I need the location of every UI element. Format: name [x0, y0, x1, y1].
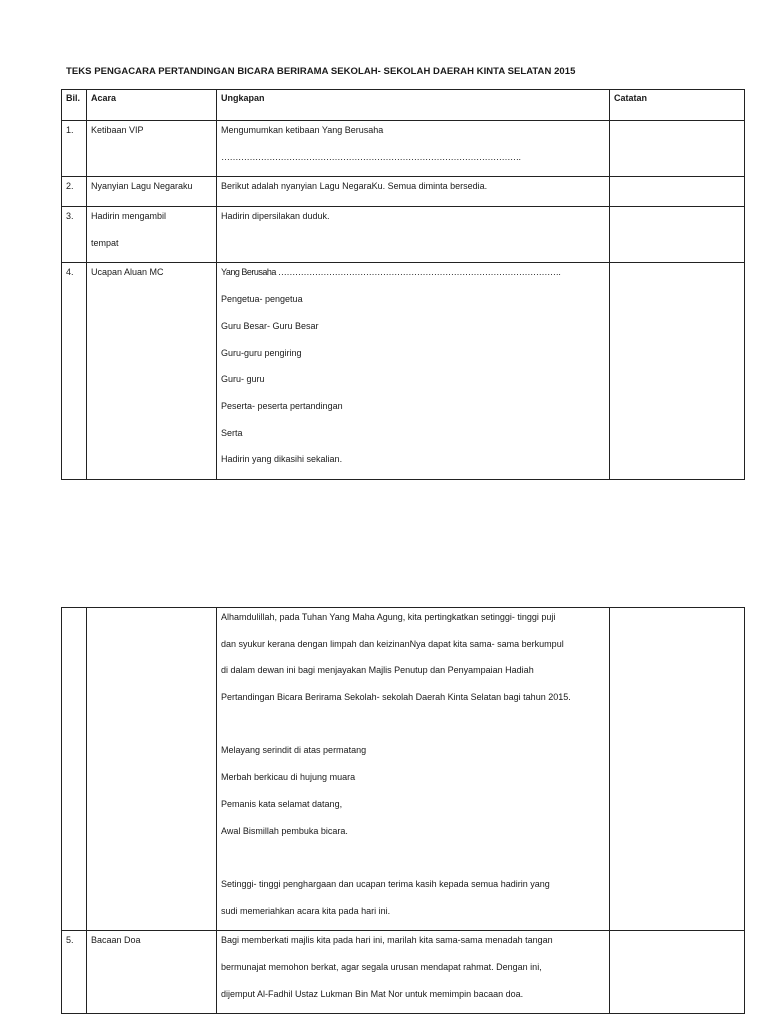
- row-number: 5.: [66, 935, 74, 946]
- event-name: Hadirin mengambil: [91, 211, 167, 222]
- table-header-row: [62, 90, 745, 121]
- event-name: Ketibaan VIP: [91, 125, 144, 135]
- table-row: [62, 608, 745, 931]
- cell-acara: [87, 263, 217, 480]
- cell-acara: [87, 931, 217, 1014]
- program-table: [61, 89, 745, 480]
- table-row: [62, 177, 745, 207]
- script-line: dan syukur kerana dengan limpah dan keizinanNya dapat kita sama- sama berkumpul: [221, 638, 564, 649]
- pantun-line: Merbah berkicau di hujung muara: [221, 772, 356, 783]
- script-line: bermunajat memohon berkat, agar segala urusan mendapat rahmat. Dengan ini,: [221, 961, 542, 972]
- script-line: Bagi memberkati majlis kita pada hari ini, marilah kita sama-sama menadah tangan: [221, 935, 553, 946]
- cell-ungkapan: [217, 608, 610, 931]
- script-line: Pengetua- pengetua: [221, 294, 303, 305]
- cell-ungkapan: [217, 263, 610, 480]
- cell-bil: [62, 931, 87, 1014]
- cell-acara: [87, 608, 217, 931]
- script-line: Setinggi- tinggi penghargaan dan ucapan terima kasih kepada semua hadirin yang: [221, 878, 550, 889]
- script-line: Guru-guru pengiring: [221, 347, 302, 358]
- cell-catatan: [610, 207, 745, 263]
- pantun-line: Melayang serindit di atas permatang: [221, 745, 367, 756]
- cell-catatan: [610, 263, 745, 480]
- header-ungkapan: Ungkapan: [217, 90, 610, 121]
- row-number: 2.: [66, 181, 74, 192]
- row-number: 4.: [66, 267, 74, 278]
- cell-acara: [87, 177, 217, 207]
- script-line: di dalam dewan ini bagi menjayakan Majlis Penutup dan Penyampaian Hadiah: [221, 665, 534, 676]
- script-line: Peserta- peserta pertandingan: [221, 400, 343, 411]
- header-bil: Bil.: [62, 90, 87, 121]
- event-name: Bacaan Doa: [91, 935, 141, 946]
- blank-line: [221, 717, 605, 744]
- script-line: Mengumumkan ketibaan Yang Berusaha: [221, 125, 384, 135]
- cell-bil: [62, 207, 87, 263]
- script-line: Pertandingan Bicara Berirama Sekolah- sekolah Daerah Kinta Selatan bagi tahun 2015.: [221, 692, 571, 703]
- cell-bil: [62, 177, 87, 207]
- cell-catatan: [610, 608, 745, 931]
- script-line: Guru- guru: [221, 374, 265, 385]
- row-number: 3.: [66, 211, 74, 222]
- cell-ungkapan: [217, 207, 610, 263]
- cell-bil: [62, 263, 87, 480]
- script-line: Alhamdulillah, pada Tuhan Yang Maha Agung, kita pertingkatkan setinggi- tinggi puji: [221, 612, 556, 622]
- script-line: Hadirin yang dikasihi sekalian.: [221, 454, 343, 465]
- pantun-line: Awal Bismillah pembuka bicara.: [221, 825, 348, 836]
- script-line: …………………………………………………………………………………………….: [221, 151, 521, 162]
- script-line: Guru Besar- Guru Besar: [221, 320, 319, 331]
- row-number: 1.: [66, 125, 74, 135]
- script-line: sudi memeriahkan acara kita pada hari ini.: [221, 905, 391, 916]
- cell-bil: [62, 121, 87, 177]
- event-name: Ucapan Aluan MC: [91, 267, 164, 278]
- script-line: dijemput Al-Fadhil Ustaz Lukman Bin Mat Nor untuk memimpin bacaan doa.: [221, 988, 524, 999]
- cell-acara: [87, 121, 217, 177]
- header-acara: Acara: [87, 90, 217, 121]
- table-row: [62, 121, 745, 177]
- script-line: Hadirin dipersilakan duduk.: [221, 211, 330, 222]
- event-name: Nyanyian Lagu Negaraku: [91, 181, 193, 192]
- table-row: [62, 263, 745, 480]
- pantun-line: Pemanis kata selamat datang,: [221, 798, 343, 809]
- header-catatan: Catatan: [610, 90, 745, 121]
- script-line: Yang Berusaha ……………………………………………………………………………………….: [221, 267, 561, 278]
- cell-ungkapan: [217, 177, 610, 207]
- blank-line: [221, 850, 605, 877]
- cell-ungkapan: [217, 931, 610, 1014]
- cell-catatan: [610, 121, 745, 177]
- cell-acara: [87, 207, 217, 263]
- program-table-continued: [61, 607, 745, 1014]
- cell-catatan: [610, 177, 745, 207]
- event-name: tempat: [91, 237, 119, 248]
- table-row: [62, 931, 745, 1014]
- cell-bil: [62, 608, 87, 931]
- cell-ungkapan: [217, 121, 610, 177]
- script-line: Berikut adalah nyanyian Lagu NegaraKu. Semua diminta bersedia.: [221, 181, 488, 192]
- script-line: Serta: [221, 427, 243, 438]
- table-row: [62, 207, 745, 263]
- cell-catatan: [610, 931, 745, 1014]
- document-title: TEKS PENGACARA PERTANDINGAN BICARA BERIRAMA SEKOLAH- SEKOLAH DAERAH KINTA SELATAN 2015: [66, 66, 576, 77]
